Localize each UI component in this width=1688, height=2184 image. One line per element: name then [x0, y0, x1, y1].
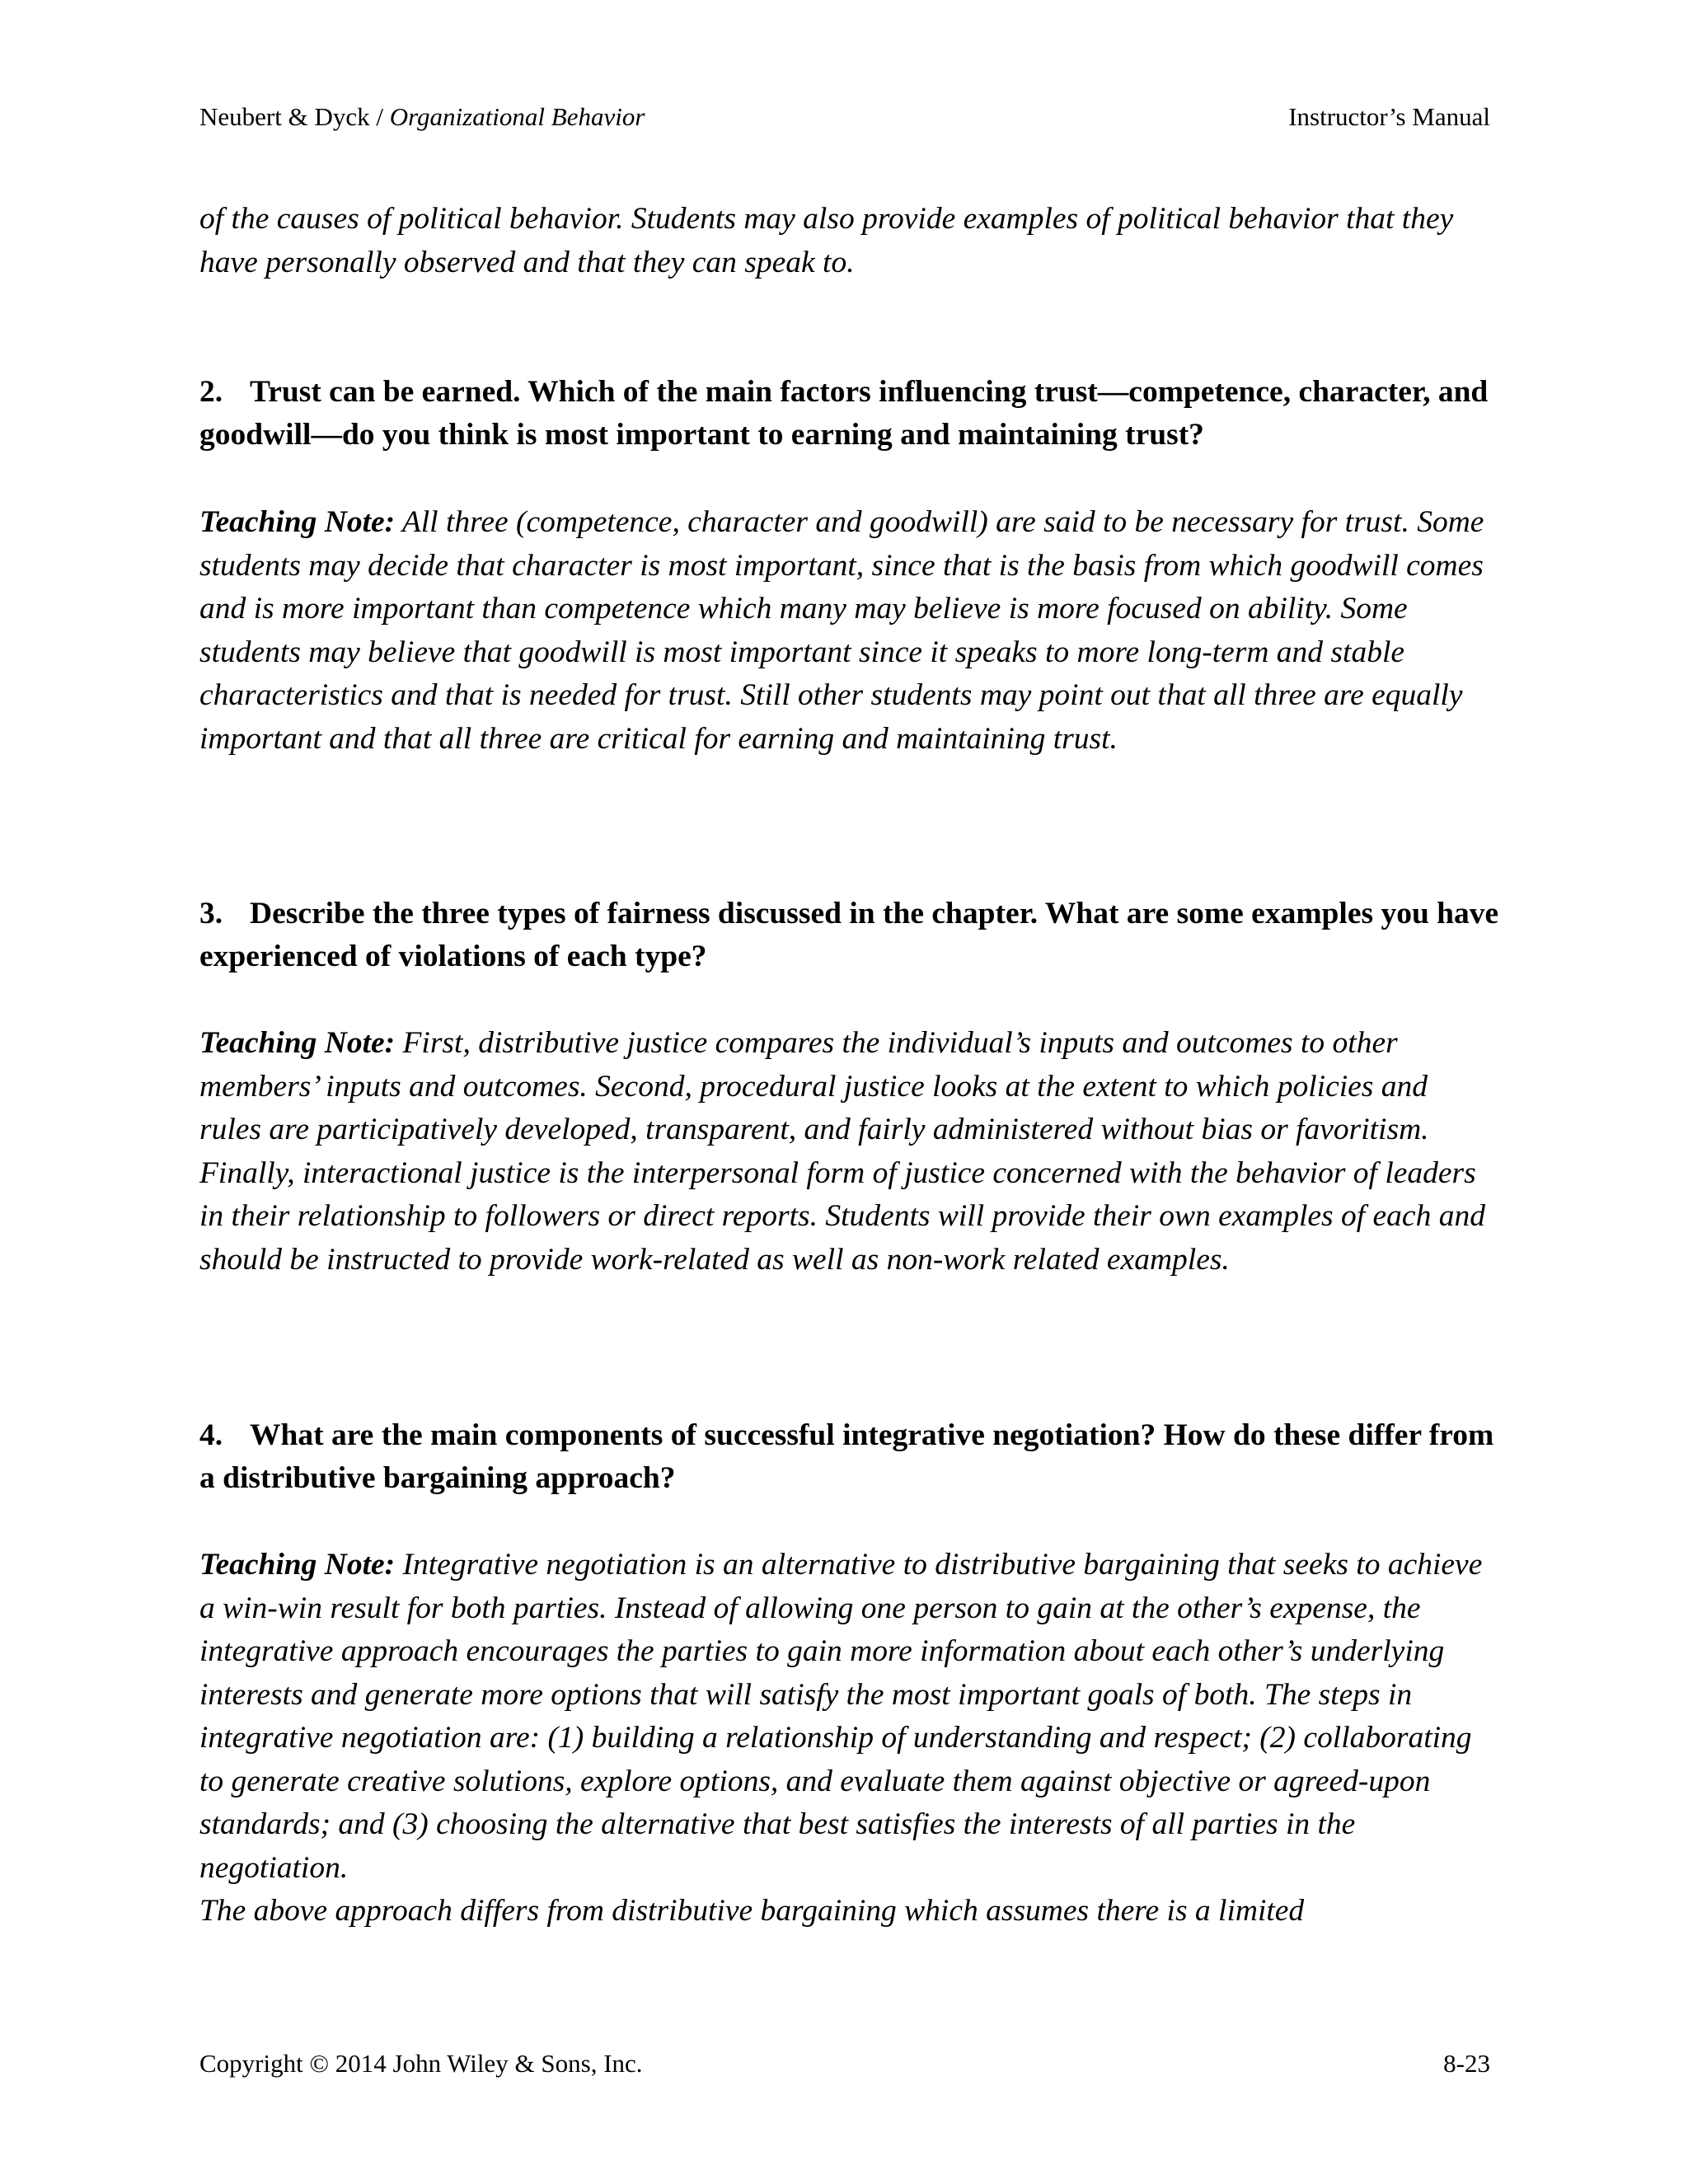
header-book-title: Organizational Behavior: [389, 102, 645, 131]
question-text: Trust can be earned. Which of the main factors influencing trust—competence, character, and goodwill—do you think is most important to earning and maintaining trust?: [199, 375, 1489, 452]
page-number: 8-23: [1443, 2049, 1490, 2078]
question-2: [199, 371, 1502, 457]
teaching-note-label: Teaching Note:: [199, 1026, 396, 1060]
teaching-note-paragraph: [199, 1544, 1492, 1890]
question-text: Describe the three types of fairness discussed in the chapter. What are some examples you have experienced of violations of each type?: [199, 897, 1499, 973]
header-authors: Neubert & Dyck /: [199, 102, 383, 131]
question-number: 2.: [199, 375, 223, 409]
page-footer: [199, 2044, 1490, 2083]
intro-paragraph: of the causes of political behavior. Students may also provide examples of political behavior that they have personally observed and that they can speak to.: [199, 202, 1454, 279]
teaching-note-label: Teaching Note:: [199, 505, 396, 539]
teaching-note-text: First, distributive justice compares the individual’s inputs and outcomes to other members’ inputs and outcomes. Second, procedural justice looks at the extent to which policies and rules are participatively developed, transparent, and fairly administered without bias or favoritism. Finally, interactional justice is the interpersonal form of justice concerned with the behavior of leaders in their relationship to followers or direct reports. Students will provide their own examples of each and should be instructed to provide work-related as well as non-work related examples.: [199, 1026, 1485, 1277]
teaching-note-2: [199, 501, 1492, 761]
teaching-note-3: [199, 1022, 1492, 1282]
teaching-note-4: [199, 1544, 1492, 1933]
header-manual: Instructor’s Manual: [1288, 102, 1490, 131]
copyright: Copyright © 2014 John Wiley & Sons, Inc.: [199, 2049, 643, 2078]
teaching-note-continuation: The above approach differs from distributive bargaining which assumes there is a limited: [199, 1894, 1305, 1928]
teaching-note-text: Integrative negotiation is an alternative to distributive bargaining that seeks to achieve a win-win result for both parties. Instead of allowing one person to gain at the other’s expense, the integrative approach encourages the parties to gain more information about each other’s underlying interests and generate more options that will satisfy the most important goals of both. The steps in integrative negotiation are: (1) building a relationship of understanding and respect; (2) collaborating to generate creative solutions, explore options, and evaluate them against objective or agreed-upon standards; and (3) choosing the alternative that best satisfies the interests of all parties in the negotiation.: [199, 1548, 1483, 1885]
question-3: [199, 893, 1502, 978]
header-left: [199, 97, 645, 137]
teaching-note-label: Teaching Note:: [199, 1548, 396, 1582]
teaching-note-text: All three (competence, character and goodwill) are said to be necessary for trust. Some students may decide that character is most important, since that is the basis from which goodwill comes and is more important than competence which many may believe is more focused on ability. Some students may believe that goodwill is most important since it speaks to more long-term and stable characteristics and that is needed for trust. Still other students may point out that all three are equally important and that all three are critical for earning and maintaining trust.: [199, 505, 1484, 756]
question-number: 4.: [199, 1418, 223, 1452]
page-header: [199, 97, 1490, 137]
question-number: 3.: [199, 897, 223, 930]
question-4: [199, 1414, 1502, 1500]
question-text: What are the main components of successful integrative negotiation? How do these differ from a distributive bargaining approach?: [199, 1418, 1494, 1495]
